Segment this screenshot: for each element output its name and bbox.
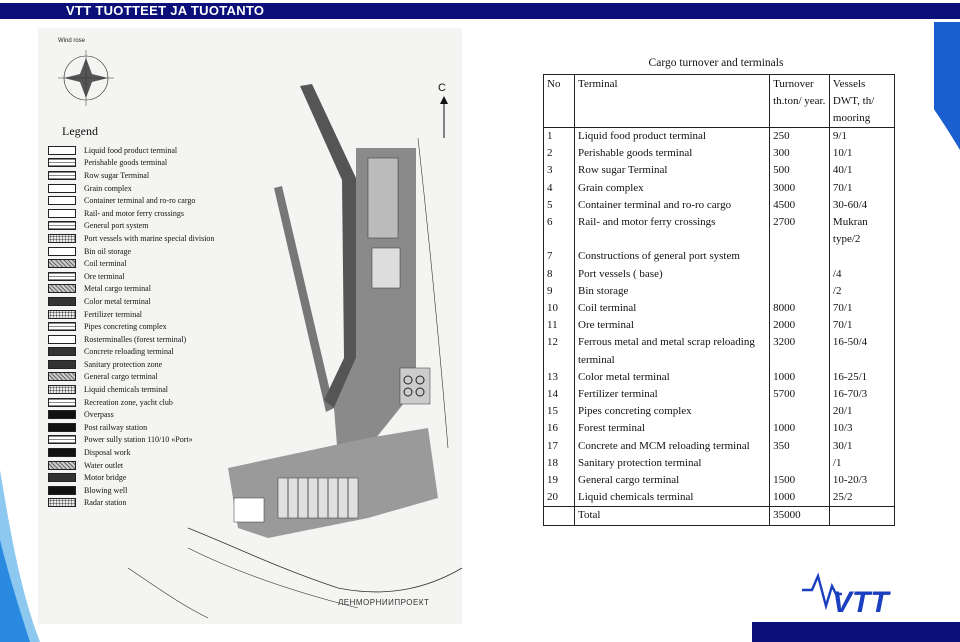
table-caption: Cargo turnover and terminals [648,57,784,69]
cell-turnover [770,283,830,300]
legend-item [48,157,214,170]
cell-no: 9 [544,283,575,300]
cell-terminal: Container terminal and ro-ro cargo [575,197,770,214]
cell-no: 6 [544,214,575,248]
legend-item-label: Perishable goods terminal [84,158,168,168]
cell-no: 7 [544,248,575,265]
legend-item [48,408,214,421]
cell-no: 5 [544,197,575,214]
legend-item [48,270,214,283]
institute-stamp: ЛЕНМОРНИИПРОЕКТ [338,598,430,607]
cell-vessels: /2 [829,283,894,300]
cell-terminal: Liquid food product terminal [575,128,770,146]
table-row [544,128,895,146]
legend-item [48,383,214,396]
legend-swatch [48,385,76,394]
legend-item [48,207,214,220]
header-terminal: Terminal [575,75,770,128]
table-total-row [544,507,895,525]
total-vessels [829,507,894,525]
legend-item [48,471,214,484]
cell-vessels: 30/1 [829,438,894,455]
cargo-turnover-table [543,74,895,526]
legend-item-label: Port vessels with marine special division [84,233,215,243]
legend-item [48,434,214,447]
cell-terminal: Perishable goods terminal [575,145,770,162]
legend-item-label: Coil terminal [84,259,127,269]
table-row [544,386,895,403]
cell-no: 17 [544,438,575,455]
legend-swatch [48,347,76,356]
cell-terminal: Sanitary protection terminal [575,455,770,472]
cell-no: 2 [544,145,575,162]
legend-item-label: Liquid food product terminal [84,145,178,155]
legend-item [48,257,214,270]
legend-item-label: General port system [84,221,149,231]
total-label: Total [575,507,770,525]
legend-title: Legend [62,124,98,138]
cell-turnover: 300 [770,145,830,162]
legend-item-label: Power sully station 110/10 «Port» [84,435,193,445]
cell-terminal: Liquid chemicals terminal [575,489,770,507]
cell-terminal: Coil terminal [575,300,770,317]
cell-no: 12 [544,334,575,368]
legend-item-label: Blowing well [84,485,128,495]
cell-no: 3 [544,162,575,179]
legend-item-label: Recreation zone, yacht club [84,397,173,407]
cell-no: 20 [544,489,575,507]
header-vessels: Vessels DWT, th/ mooring [829,75,894,128]
cell-no: 15 [544,403,575,420]
cargo-table-document [535,54,897,548]
legend-swatch [48,435,76,444]
cell-terminal: Rail- and motor ferry crossings [575,214,770,248]
cell-vessels: /4 [829,266,894,283]
cell-vessels: 30-60/4 [829,197,894,214]
cell-vessels: 10/3 [829,420,894,437]
cell-turnover [770,455,830,472]
table-row [544,162,895,179]
legend-item [48,358,214,371]
legend-item [48,232,214,245]
cell-no: 4 [544,180,575,197]
legend-swatch [48,221,76,230]
cell-vessels: 16-25/1 [829,369,894,386]
header-no: No [544,75,575,128]
cell-terminal: Color metal terminal [575,369,770,386]
cell-no: 8 [544,266,575,283]
legend-item [48,320,214,333]
legend-item [48,182,214,195]
legend-swatch [48,284,76,293]
cell-terminal: Forest terminal [575,420,770,437]
legend-swatch [48,171,76,180]
cell-vessels [829,248,894,265]
table-row [544,369,895,386]
legend-item-label: Overpass [84,410,114,420]
table-row [544,472,895,489]
cell-vessels: 16-50/4 [829,334,894,368]
cell-vessels: 40/1 [829,162,894,179]
cell-terminal: Ore terminal [575,317,770,334]
cell-turnover: 500 [770,162,830,179]
north-arrow-icon [440,96,448,138]
legend-item [48,169,214,182]
cell-vessels: 70/1 [829,317,894,334]
table-row [544,403,895,420]
cell-vessels: 10-20/3 [829,472,894,489]
cell-terminal: Port vessels ( base) [575,266,770,283]
cell-terminal: Ferrous metal and metal scrap reloading terminal [575,334,770,368]
port-map-document [38,28,462,624]
cell-no: 10 [544,300,575,317]
legend-swatch [48,498,76,507]
cell-no: 14 [544,386,575,403]
table-row [544,283,895,300]
legend-item [48,333,214,346]
legend-item-label: Container terminal and ro-ro cargo [84,196,196,206]
legend-swatch [48,322,76,331]
legend-swatch [48,158,76,167]
cell-vessels: 70/1 [829,300,894,317]
cell-vessels: 16-70/3 [829,386,894,403]
legend-swatch [48,461,76,470]
wind-rose-diagram [58,50,114,106]
cell-no: 16 [544,420,575,437]
legend-item-label: Water outlet [84,460,124,470]
cell-vessels: 10/1 [829,145,894,162]
legend-swatch [48,259,76,268]
legend-item [48,220,214,233]
legend-swatch [48,398,76,407]
legend-swatch [48,234,76,243]
cell-turnover: 1000 [770,420,830,437]
legend-item [48,371,214,384]
legend-item-label: Concrete reloading terminal [84,347,174,357]
cell-turnover: 3200 [770,334,830,368]
cell-turnover: 3000 [770,180,830,197]
page-title: VTT TUOTTEET JA TUOTANTO [66,3,265,18]
header-turnover: Turnover th.ton/ year. [770,75,830,128]
cell-vessels: /1 [829,455,894,472]
legend-swatch [48,272,76,281]
legend-item-label: Bin oil storage [84,246,132,256]
cell-vessels: Mukran type/2 [829,214,894,248]
table-row [544,214,895,248]
cell-turnover: 4500 [770,197,830,214]
table-header-row [544,75,895,128]
legend-swatch [48,448,76,457]
legend-swatch [48,486,76,495]
cell-terminal: Constructions of general port system [575,248,770,265]
legend-swatch [48,423,76,432]
cell-turnover: 8000 [770,300,830,317]
legend-swatch [48,310,76,319]
logo-text: VTT [832,586,889,616]
cell-turnover: 2000 [770,317,830,334]
cell-terminal: Grain complex [575,180,770,197]
cell-terminal: Fertilizer terminal [575,386,770,403]
total-no [544,507,575,525]
cell-no: 11 [544,317,575,334]
legend-list [48,144,214,509]
compass-label: C [438,82,446,94]
legend-item [48,421,214,434]
legend-item-label: Pipes concreting complex [84,322,167,332]
legend-item [48,484,214,497]
table-row [544,248,895,265]
table-row [544,438,895,455]
table-row [544,145,895,162]
cell-terminal: General cargo terminal [575,472,770,489]
legend-item-label: Motor bridge [84,473,127,483]
cell-turnover: 5700 [770,386,830,403]
legend-item-label: Post railway station [84,422,148,432]
legend-item-label: Rosterminalles (forest terminal) [84,334,187,344]
legend-swatch [48,473,76,482]
legend-item [48,346,214,359]
legend-item [48,194,214,207]
table-row [544,300,895,317]
cell-turnover [770,266,830,283]
legend-item [48,446,214,459]
legend-item [48,497,214,510]
legend-swatch [48,360,76,369]
cell-vessels: 70/1 [829,180,894,197]
legend-swatch [48,196,76,205]
cell-turnover: 1000 [770,369,830,386]
table-row [544,180,895,197]
cell-turnover: 250 [770,128,830,146]
cell-turnover [770,248,830,265]
legend-item [48,283,214,296]
cell-turnover: 1500 [770,472,830,489]
cell-terminal: Concrete and MCM reloading terminal [575,438,770,455]
table-row [544,455,895,472]
legend-item-label: Rail- and motor ferry crossings [84,208,184,218]
cell-no: 18 [544,455,575,472]
legend-swatch [48,297,76,306]
legend-item-label: Row sugar Terminal [84,170,150,180]
legend-item-label: General cargo terminal [84,372,158,382]
legend-swatch [48,146,76,155]
legend-swatch [48,184,76,193]
wind-rose-label: Wind rose [58,38,86,44]
legend-swatch [48,247,76,256]
cell-vessels: 9/1 [829,128,894,146]
cell-no: 13 [544,369,575,386]
cell-vessels: 25/2 [829,489,894,507]
legend-item [48,245,214,258]
cell-turnover: 2700 [770,214,830,248]
legend-item-label: Color metal terminal [84,296,151,306]
table-body [544,128,895,507]
vtt-logo [802,572,914,616]
legend-item [48,308,214,321]
table-row [544,266,895,283]
legend-item-label: Sanitary protection zone [84,359,163,369]
table-row [544,197,895,214]
legend-item [48,144,214,157]
legend-item [48,396,214,409]
legend-item-label: Grain complex [84,183,132,193]
table-row [544,334,895,368]
table-row [544,489,895,507]
legend-swatch [48,335,76,344]
cell-vessels: 20/1 [829,403,894,420]
cell-no: 19 [544,472,575,489]
footer-bar [752,622,960,642]
legend-swatch [48,410,76,419]
legend-item-label: Fertilizer terminal [84,309,142,319]
table-row [544,420,895,437]
legend-item-label: Liquid chemicals terminal [84,385,168,395]
legend-item-label: Disposal work [84,448,131,458]
legend-item-label: Metal cargo terminal [84,284,151,294]
table-row [544,317,895,334]
legend-swatch [48,209,76,218]
legend-item-label: Ore terminal [84,271,125,281]
cell-turnover: 1000 [770,489,830,507]
legend-item-label: Radar station [84,498,127,508]
legend-item [48,459,214,472]
legend-swatch [48,372,76,381]
total-turnover: 35000 [770,507,830,525]
cell-no: 1 [544,128,575,146]
legend-item [48,295,214,308]
cell-turnover [770,403,830,420]
cell-terminal: Pipes concreting complex [575,403,770,420]
cell-terminal: Bin storage [575,283,770,300]
cell-turnover: 350 [770,438,830,455]
cell-terminal: Row sugar Terminal [575,162,770,179]
